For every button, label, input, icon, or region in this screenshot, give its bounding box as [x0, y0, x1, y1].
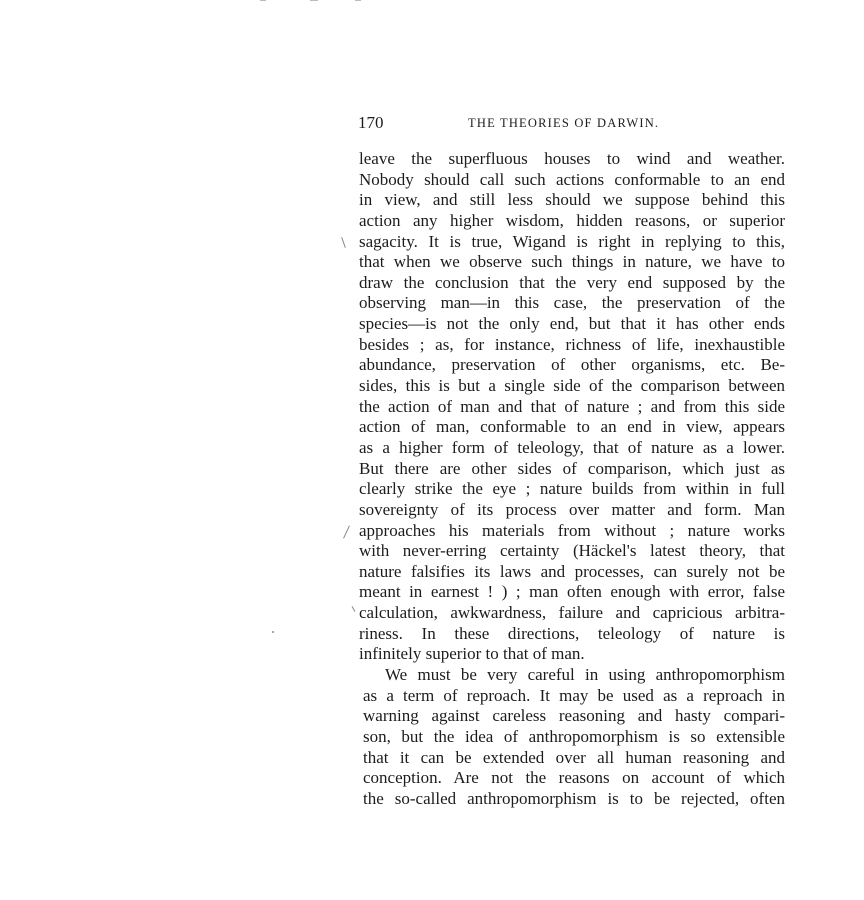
page-header: [358, 113, 786, 135]
text-line: Nobody should call such actions conformable to an end: [359, 169, 785, 189]
text-line: in view, and still less should we suppose behind this: [359, 190, 785, 210]
text-line: leave the superfluous houses to wind and weather.: [359, 149, 785, 168]
text-line: sagacity. It is true, Wigand is right in replying to this,: [359, 231, 785, 251]
text-line: the action of man and that of nature ; and from this side: [359, 396, 785, 416]
scan-mark: [355, 0, 361, 1]
text-line: action of man, conformable to an end in view, appears: [359, 417, 785, 437]
text-line: approaches his materials from without ; nature works: [359, 520, 785, 540]
text-line: the so-called anthropomorphism is to be rejected, often: [363, 788, 785, 808]
text-line: But there are other sides of comparison, which just as: [359, 458, 785, 478]
text-line: infinitely superior to that of man.: [359, 644, 585, 664]
scan-mark: [260, 0, 266, 1]
text-line: warning against careless reasoning and hasty compari-: [363, 706, 785, 726]
text-line: besides ; as, for instance, richness of life, inexhaustible: [359, 334, 785, 354]
text-line: clearly strike the eye ; nature builds from within in full: [359, 479, 785, 499]
text-line: conception. Are not the reasons on account of which: [363, 768, 785, 788]
text-line: as a higher form of teleology, that of nature as a lower.: [359, 437, 785, 457]
scan-mark: [272, 631, 274, 633]
text-line: abundance, preservation of other organisms, etc. Be-: [359, 355, 785, 375]
text-line: as a term of reproach. It may be used as a reproach in: [363, 685, 785, 705]
scan-mark: [310, 0, 318, 1]
text-line: We must be very careful in using anthropomorphism: [385, 665, 785, 685]
text-line: species—is not the only end, but that it has other ends: [359, 314, 785, 334]
text-line: sides, this is but a single side of the comparison between: [359, 376, 785, 396]
text-line: observing man—in this case, the preservation of the: [359, 293, 785, 313]
text-line: meant in earnest ! ) ; man often enough with error, false: [359, 582, 785, 602]
text-line: son, but the idea of anthropomorphism is so extensible: [363, 726, 785, 746]
text-line: calculation, awkwardness, failure and capricious arbitra-: [359, 603, 785, 623]
text-line: riness. In these directions, teleology of nature is: [359, 623, 785, 643]
text-line: that it can be extended over all human reasoning and: [363, 747, 785, 767]
text-line: nature falsifies its laws and processes, can surely not be: [359, 561, 785, 581]
text-line: draw the conclusion that the very end supposed by the: [359, 272, 785, 292]
text-line: with never-erring certainty (Häckel's latest theory, that: [359, 541, 785, 561]
running-title: THE THEORIES OF DARWIN.: [468, 116, 660, 130]
paragraph-1: [359, 149, 785, 665]
paragraph-2: [359, 665, 785, 809]
scan-mark: [352, 606, 356, 612]
text-line: action any higher wisdom, hidden reasons, or superior: [359, 210, 785, 230]
text-line: sovereignty of its process over matter and form. Man: [359, 499, 785, 519]
page-number: 170: [358, 113, 384, 132]
body-text: [359, 149, 785, 810]
text-line: that when we observe such things in nature, we have to: [359, 252, 785, 272]
scan-mark: [343, 525, 350, 538]
scan-mark: [341, 237, 346, 248]
